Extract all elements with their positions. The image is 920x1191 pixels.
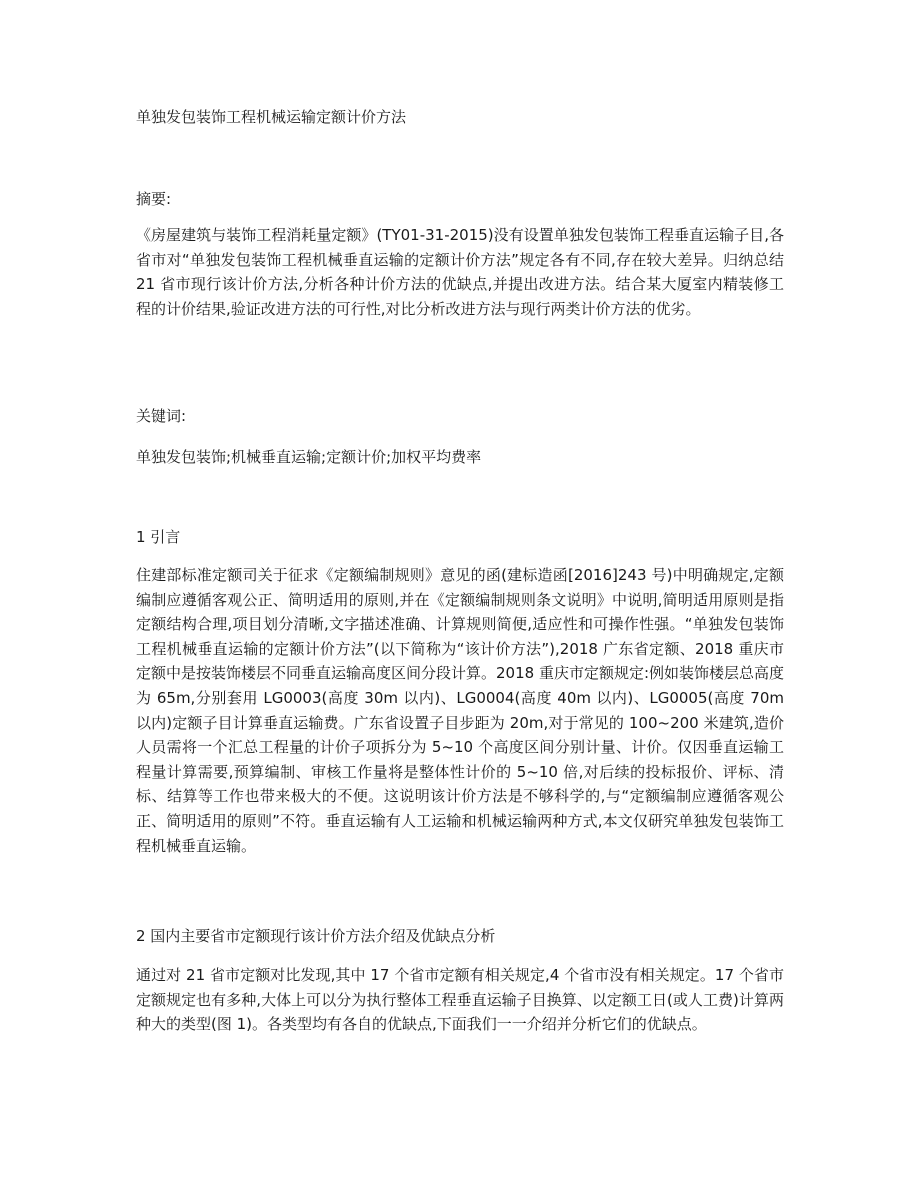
keywords-text: 单独发包装饰;机械垂直运输;定额计价;加权平均费率 [136,448,482,466]
abstract-label: 摘要: [136,190,172,208]
section-1-heading: 1 引言 [136,528,181,546]
keywords-label: 关键词: [136,407,187,425]
section-2-heading: 2 国内主要省市定额现行该计价方法介绍及优缺点分析 [136,927,496,945]
abstract-text: 《房屋建筑与装饰工程消耗量定额》(TY01-31-2015)没有设置单独发包装饰工程垂直运输子目,各省市对“单独发包装饰工程机械垂直运输的定额计价方法”规定各有不同,存在较大差异。归纳总结 21 省市现行该计价方法,分析各种计价方法的优缺点,并提出改进方法。结合某大厦室内精装修工程的计价结果,验证改进方法的可行性,对比分析改进方法与现行两类计价方法的优劣。 [136,226,784,318]
section-1-text: 住建部标准定额司关于征求《定额编制规则》意见的函(建标造函[2016]243 号)中明确规定,定额编制应遵循客观公正、简明适用的原则,并在《定额编制规则条文说明》中说明,简明适用原则是指定额结构合理,项目划分清晰,文字描述准确、计算规则简便,适应性和可操作性强。“单独发包装饰工程机械垂直运输的定额计价方法”(以下简称为“该计价方法”),2018 广东省定额、2018 重庆市定额中是按装饰楼层不同垂直运输高度区间分段计算。2018 重庆市定额规定:例如装饰楼层总高度为 65m,分别套用 LG0003(高度 30m 以内)、LG0004(高度 40m 以内)、LG0005(高度 70m 以内)定额子目计算垂直运输费。广东省设置子目步距为 20m,对于常见的 100~200 米建筑,造价人员需将一个汇总工程量的计价子项拆分为 5~10 个高度区间分别计量、计价。仅因垂直运输工程量计算需要,预算编制、审核工作量将是整体性计价的 5~10 倍,对后续的投标报价、评标、清标、结算等工作也带来极大的不便。这说明该计价方法是不够科学的,与“定额编制应遵循客观公正、简明适用的原则”不符。垂直运输有人工运输和机械运输两种方式,本文仅研究单独发包装饰工程机械垂直运输。 [136,566,784,855]
section-2-text: 通过对 21 省市定额对比发现,其中 17 个省市定额有相关规定,4 个省市没有相关规定。17 个省市定额规定也有多种,大体上可以分为执行整体工程垂直运输子目换算、以定额工日(或人工费)计算两种大的类型(图 1)。各类型均有各自的优缺点,下面我们一一介绍并分析它们的优缺点。 [136,966,784,1034]
document-title: 单独发包装饰工程机械运输定额计价方法 [136,108,407,126]
